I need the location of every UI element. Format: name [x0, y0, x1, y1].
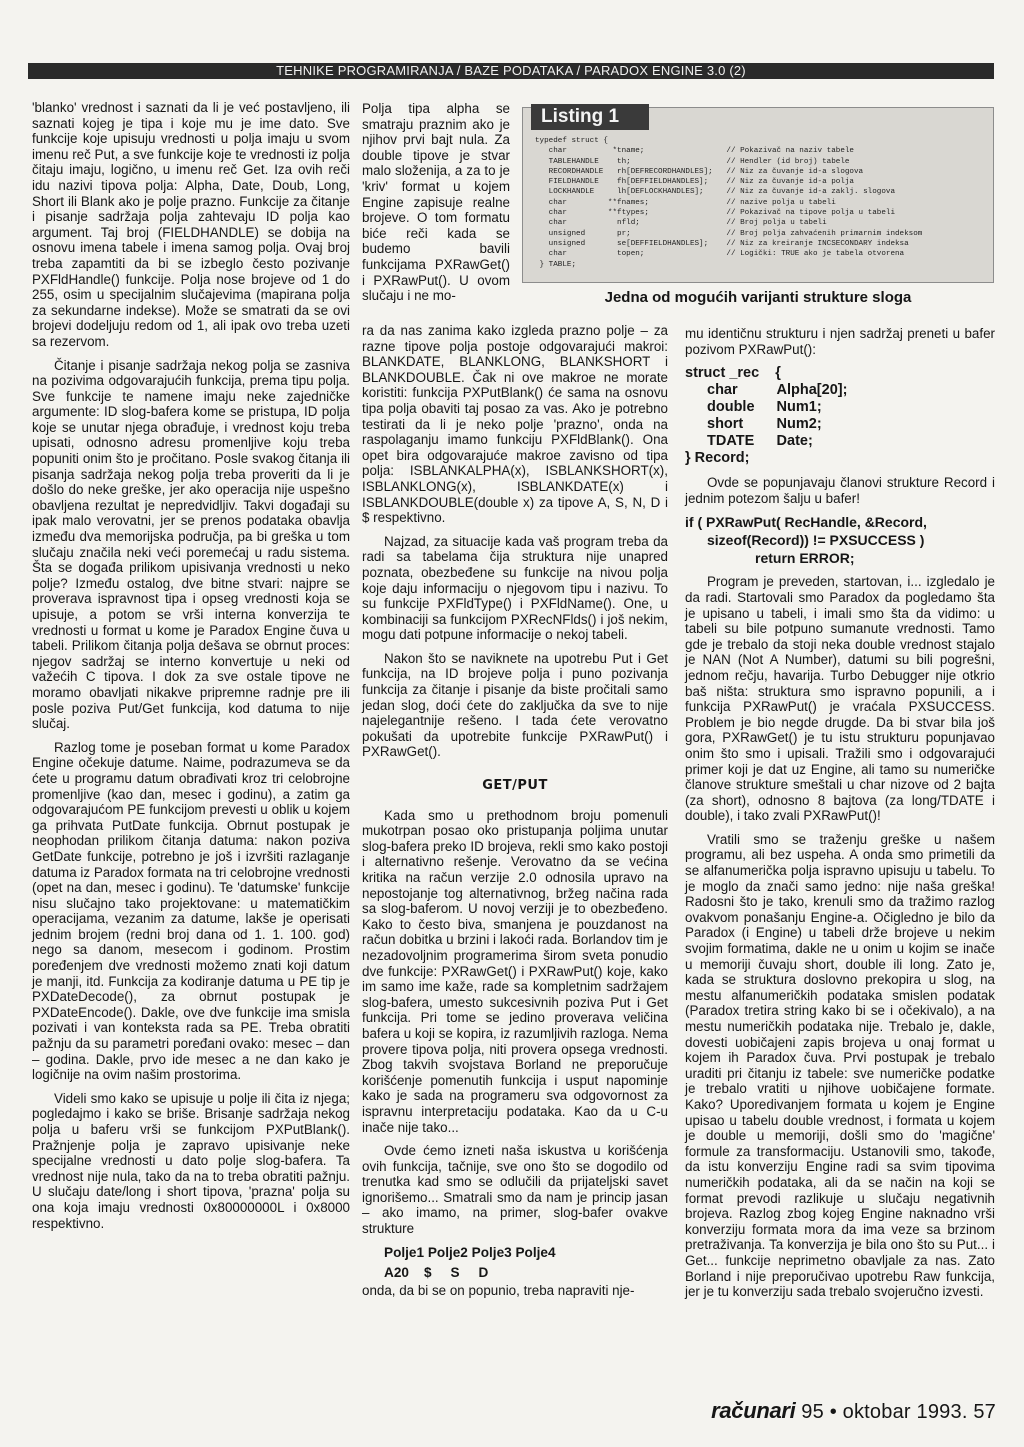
paragraph: Ovde se popunjavaju članovi strukture Record i jednim potezom šalju u bafer! [685, 475, 995, 506]
paragraph: Program je preveden, startovan, i... izgledalo je da radi. Startovali smo Paradox da pogledamo šta je upisano u tabeli, i imali smo šta da vidimo: u tabeli su bile potpuno sumanute vrednosti. Tamo gde je trebalo da stoji neka double vrednost stajalo je NAN (Not A Number), datumi su bili pogrešni, jednom rečju, havarija. Turbo Debugger nije otkrio baš ništa: struktura smo ispravno popunili, a i funkcija PXRawPut() je vraćala PXSUCCESS. Problem je bio negde drugde. Da bi stvar bila još gora, PXRawGet() je tu istu strukturu popunjavao onim što smo i upisali. Tražili smo i odgovarajući primer koji je dat uz Engine, ali tamo su numeričke članove strukture smeštali u char nizove od 2 bajta (za short), odnosno 8 bajtova (za long/TDATE i double), i tako zvali PXRawPut()! [685, 574, 995, 824]
magazine-logo: računari [711, 1398, 796, 1423]
section-title: GET/PUT [482, 778, 548, 794]
issue-number: 95 [801, 1401, 824, 1423]
code-if-continued: sizeof(Record)) != PXSUCCESS ) [707, 532, 925, 549]
struct-close: } Record; [685, 450, 750, 467]
paragraph: Videli smo kako se upisuje u polje ili čita iz njega; pogledajmo i kako se briše. Brisanje sadržaja nekog polja u baferu vrši se funkcijom PXPutBlank(). Pražnjenje polja je zapravo upisivanje neke specijalne vrednosti u dato polje slog-bafera. Ta vrednost nije nula, tako da na to treba obratiti pažnju. U slučaju date/long i short tipova, 'prazna' polja su ona koja imaju vrednosti 0x80000000L i 0x8000 respektivno. [32, 1090, 350, 1231]
code-if: if ( PXRawPut( RecHandle, &Record, [685, 514, 927, 531]
paragraph: 'blanko' vrednost i saznati da li je već postavljeno, ili saznati kojeg je tipa i koje mu je ime dato. Sve funkcije koje upisuju vrednosti u polja imaju u svom imenu reč Put, a sve funkcije koje te vrednosti iz polja čitaju imaju, logično, u imenu reč Get. Iza ovih reči idu nazivi tipova polja: Alpha, Date, Doub, Long, Short ili Blank ako je polje prazno. Funkcije za čitanje i pisanje sadržaja polja zahtevaju ID polja kao argument. Taj broj (FIELDHANDLE) se dobija na osnovu imena tabele i imena samog polja. Ovaj broj treba zapamtiti da bi se izbeglo često pozivanje PXFldHandle() funkcije. Polja nose brojeve od 1 do 255, osim u specijalnim slučajevima (mapirana polja za sekundarne indekse). Može se smatrati da se ovi brojevi dodeljuju redom od 1, ali ipak ovo treba uzeti sa rezervom. [32, 100, 350, 349]
member-type: char [707, 382, 738, 399]
struct-definition [685, 365, 995, 467]
paragraph: Kada smo u prethodnom broju pomenuli mukotrpan posao oko pristupanja poljima unutar slog-bafera preko ID brojeva, rekli smo kako postoji i alternativno rešenje. Verovatno da se većina kritika na račun verzije 2.0 odnosila upravo na nepostojanje tog alternativnog, bržeg načina rada sa slog-baferom. U novoj verziji je to obezbeđeno. Kako to često biva, smanjena je pouzdanost na račun dobitka u brzini i lakoći rada. Borlandov tim je nezadovoljnim programerima širom sveta ponudio dve funkcije: PXRawGet() i PXRawPut() koje, kako im samo ime kaže, rade sa kompletnim sadržajem slog-bafera, umesto sukcesivnih poziva Put i Get funkcija. Pri tome se jedino proverava veličina bafera u koji se kopira, iz razumljivih razloga. Nema provere tipova polja, niti provera opsega vrednosti. Zbog takvih svojstava Borland ne preporučuje korišćenje pomenutih funkcija i usput napominje kako je sada na programeru sva odgovornost za ispravnu interpretaciju podataka. Kao da u C-u inače nije tako... [362, 807, 668, 1135]
struct-open: struct _rec { [685, 365, 781, 382]
member-name: Alpha[20]; [776, 382, 848, 399]
paragraph: onda, da bi se on popunio, treba napraviti nje- [362, 1282, 635, 1298]
member-type: TDATE [707, 433, 755, 450]
issue-date: oktobar 1993. [842, 1401, 968, 1423]
listing-code: typedef struct { char *tname; // Pokazivač na naziv tabele TABLEHANDLE th; // Hendler (id broj) tabele RECORDHANDLE rh[DEFRECORDHANDLES]; // Niz za čuvanje id-a slogova FIELDHANDLE fh[DEFFIELDHANDLES]; // Niz za čuvanje id-a polja LOCKHANDLE lh[DEFLOCKHANDLES]; // Niz za čuvanje id-a zaklj. slogova char **fnames; // nazive polja u tabeli char **ftypes; // Pokazivač na tipove polja u tabeli char nfld; // Broj polja u tabeli unsigned pr; // Broj polja zahvaćenih primarnim indeksom unsigned se[DEFFIELDHANDLES]; // Niz za kreiranje INCSECONDARY indeksa char topen; // Logički: TRUE ako je tabela otvorena } TABLE; [535, 137, 923, 269]
paragraph: Ovde ćemo izneti naša iskustva u korišćenja ovih funkcija, tačnije, sve ono što se dogodilo od trenutka kad smo se odlučili da prijateljski savet ignorišemo... Smatrali smo da nam je princip jasan – ako imamo, na primer, slog-bafer ovakve strukture [362, 1143, 668, 1237]
column-left [32, 100, 350, 1239]
member-name: Date; [776, 433, 813, 450]
fields-header: Polje1 Polje2 Polje3 Polje4 [384, 1244, 556, 1260]
struct-row [707, 399, 869, 416]
member-type: short [707, 416, 744, 433]
listing-caption: Jedna od mogućih varijanti strukture sloga [604, 289, 912, 306]
paragraph: mu identičnu strukturu i njen sadržaj preneti u bafer pozivom PXRawPut(): [685, 326, 995, 357]
page-footer [711, 1398, 996, 1424]
struct-row [707, 382, 869, 399]
member-name: Num2; [776, 416, 822, 433]
struct-members [707, 382, 869, 450]
listing-title: Listing 1 [531, 104, 649, 130]
paragraph: Vratili smo se traženju greške u našem programu, ali bez uspeha. A onda smo primetili da se alfanumerička polja ispravno upisuju u tabelu. To je moglo da znači samo jedno: nije naša greška! Radosni što je tako, krenuli smo da tražimo razlog ovakvom ponašanju Engine-a. Očigledno je bilo da Paradox (i Engine) u tabeli drže brojeve u nekim svojim formatima, dakle ne u onim u kojim se inače u memoriji čuvaju short, double ili long. Zato je, kada se struktura doslovno prekopira u slog, na mestu alfanumeričkih podataka smislen podatak (Paradox tretira string kako bi se i očekivalo), a na mestu numeričkih podataka nije. Trebalo je, dakle, dovesti uobičajeni zapis brojeva u onaj format u kojem ih Paradox čuva. Prvi postupak je trebalo uraditi pri čitanju iz tabele: sve numeričke podatke je trebalo vratiti u njihove uobičajene formate. Kako? Uporedivanjem formata u kojem je Engine upisao u tabelu double vrednost, i formata u kojem je double u memoriji, došli smo do 'magične' formule za transformaciju. Ustanovili smo, takođe, da istu konverziju Engine radi sa svim tipovima numeričkih podataka, ali da se način na koji se format prevodi razlikuje u slučaju negativnih brojeva. Razlog zbog kojeg Engine naknadno vrši konverziju formata mora da ima veze sa brzinom pretraživanja. Ta konverzija je bila ono što su Put... i Get... funkcije neprimetno obavljale za nas. Zato Borland i nije preporučivao upotrebu Raw funkcija, jer je tu konverziju sada trebalo svojeručno izvesti. [685, 831, 995, 1300]
fields-values: A20 $ S D [384, 1264, 489, 1280]
paragraph: Razlog tome je poseban format u kome Paradox Engine očekuje datume. Naime, podrazumeva se da ćete u programu datum obrađivati kroz tri celobrojne promenljive (kao dan, mesec i godinu), a zatim ga odgovarajućom PE funkcijom prevesti u oblik u kojem ga prihvata PutDate funkcija. Obrnut postupak je neophodan prilikom čitanja datuma: nakon poziva GetDate funkcije, potrebno je još i izvršiti razlaganje datuma iz Paradox formata na tri celobrojne vrednosti (opet na dan, mesec i godinu). Te 'datumske' funkcije nisu slučajno tako projektovane: u matematičkim operacijama, vezanim za datume, lakše je operisati jednim brojem (redni broj dana od 1. 1. 100. god) nego sa danom, mesecom i godinom. Prostim poređenjem dve vrednosti možemo znati koji datum je manji, itd. Funkcija za kodiranje datuma u PE tip je PXDateDecode(), za obrnut postupak je PXDateEncode(). Dakle, ove dve funkcije ima smisla pozivati i van konteksta rada sa PE. Treba obratiti pažnju da su parametri poređani ovako: mesec – dan – godina. Dakle, prvo ide mesec a ne dan kako je logičnije na ovim našim prostorima. [32, 739, 350, 1083]
struct-row [707, 433, 869, 450]
page-number: 57 [973, 1401, 996, 1423]
code-return: return ERROR; [755, 550, 855, 567]
member-name: Num1; [776, 399, 822, 416]
member-type: double [707, 399, 755, 416]
paragraph: Čitanje i pisanje sadržaja nekog polja se zasniva na pozivima odgovarajućih funkcija, prema tipu polja. Sve funkcije te namene imaju neke zajedničke argumente: ID slog-bafera kome se pristupa, ID polja koje se unutar njega obrađuje, i vrednost koju treba upisati, odnosno adresu promenljive koju treba popuniti onim što je pročitano. Posle svakog čitanja ili pisanja sadržaja nekog polja treba proveriti da li je došlo do neke greške, jer ako operacija nije uspešno obavljena rezultat je nepredvidljiv. Takvi događaji su ipak malo verovatni, jer se prenos podataka obavlja između dva memorijska područja, pa bi greška u tom slučaju značila neki veći poremećaj u radu sistema. Šta se događa prilikom upisivanja vrednosti u neko polje? Između ostalog, dve bitne stvari: najpre se proverava ispravnost tipa i opseg vrednosti koja se upisuje, a potom se vrši interna konverzija te vrednosti u format u kome je Paradox Engine čuva u tabeli. Prilikom čitanja polja dešava se obrnut proces: njegov sadržaj se interno konvertuje u neki od važećih C tipova. I dok za sve ostale tipove ne moramo obavljati nikakve pripremne radnje pre ili posle poziva Put/Get funkcija, kod datuma to nije slučaj. [32, 357, 350, 732]
paragraph: Polja tipa alpha se smatraju praznim ako je njihov prvi bajt nula. Za double tipove je stvar malo složenija, a za to je 'kriv' format u kojem Engine zapisuje realne brojeve. O tom formatu biće reči kada se budemo bavili funkcijama PXRawGet() i PXRawPut(). U ovom slučaju i ne mo- [362, 101, 510, 304]
paragraph: Najzad, za situacije kada vaš program treba da radi sa tabelama čija struktura nije unapred poznata, obezbeđene su funkcije na nivou polja koje daju informaciju o njegovom tipu i nazivu. To su funkcije PXFldType() i PXFldName(). One, u kombinaciji sa funkcijom PXRecNFlds() i još nekim, mogu dati potpune informacije o nekoj tabeli. [362, 533, 668, 643]
column-right [685, 326, 995, 1308]
code-listing-box [522, 107, 994, 283]
paragraph: Nakon što se naviknete na upotrebu Put i Get funkcija, na ID brojeve polja i puno pozivanja funkcija za čitanje i pisanje da biste pročitali samo jedan slog, doći ćete do zaključka da sve to nije najelegantnije rešeno. I tada ćete verovatno pokušati da upotrebite funkcije PXRawPut() i PXRawGet(). [362, 650, 668, 760]
struct-row [707, 416, 869, 433]
column-middle-top [362, 101, 510, 312]
paragraph: ra da nas zanima kako izgleda prazno polje – za razne tipove polja postoje odgovarajući makroi: BLANKDATE, BLANKLONG, BLANKSHORT i BLANKDOUBLE. Čak ni ove makroe ne morate koristiti: funkcija PXPutBlank() će sama na osnovu tipa polja obaviti taj posao za vas. Ako je potrebno testirati da li je neko polje 'prazno', onda na raspolaganju imamo funkciju PXFldBlank(). Ona opet bira odgovarajuće makroe zavisno od tipa polja: ISBLANKALPHA(x), ISBLANKSHORT(x), ISBLANKLONG(x), ISBLANKDATE(x) i ISBLANKDOUBLE(double x) za tipove A, S, N, D i $ respektivno. [362, 323, 668, 526]
column-middle [362, 323, 668, 1306]
bullet-separator: • [829, 1401, 837, 1423]
section-header: TEHNIKE PROGRAMIRANJA / BAZE PODATAKA / PARADOX ENGINE 3.0 (2) [28, 63, 994, 79]
